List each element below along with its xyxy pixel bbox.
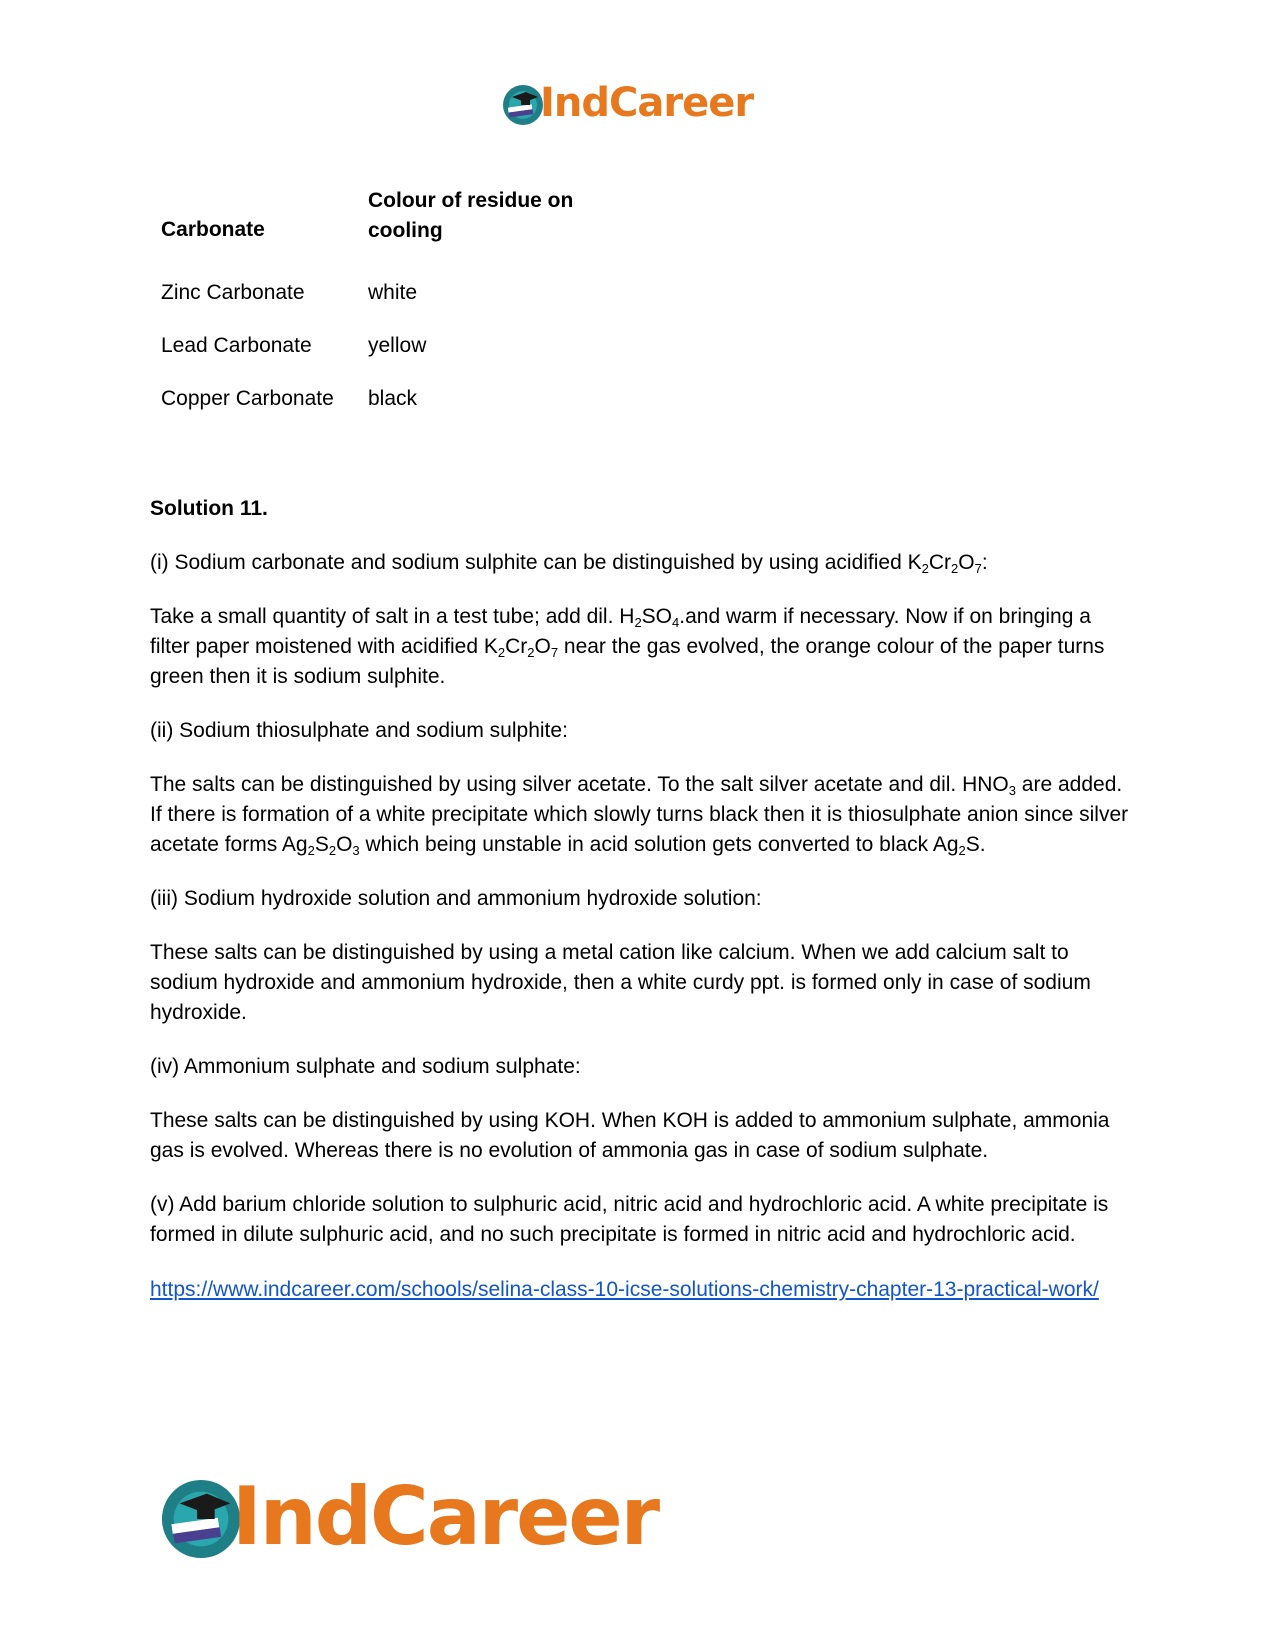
paragraph-ii: (ii) Sodium thiosulphate and sodium sulphite:: [150, 719, 568, 742]
text-run: which being unstable in acid solution gets converted to black Ag: [359, 833, 959, 856]
table-row: [150, 276, 608, 329]
paragraph-i: [150, 548, 1130, 578]
table-cell: yellow: [368, 334, 427, 357]
subscript: 2: [958, 843, 966, 858]
subscript: 3: [352, 843, 360, 858]
subscript: 7: [974, 561, 982, 576]
table-cell: Zinc Carbonate: [161, 281, 305, 304]
text-run: :: [981, 551, 988, 574]
table-cell: Lead Carbonate: [161, 334, 312, 357]
text-run: Take a small quantity of salt in a test tube; add dil. H: [150, 605, 635, 628]
subscript: 7: [550, 645, 559, 660]
text-run: are added. If there is formation of a white precipitate which slowly turns black then it is thiosulphate anion since silver acetate forms Ag: [150, 773, 1129, 856]
text-run: (i) Sodium carbonate and sodium sulphite can be distinguished by using acidified K: [150, 551, 922, 574]
carbonate-table: [150, 186, 608, 435]
table-cell: Copper Carbonate: [161, 387, 334, 410]
paragraph-iii: (iii) Sodium hydroxide solution and ammonium hydroxide solution:: [150, 887, 762, 910]
paragraph-v: (v) Add barium chloride solution to sulphuric acid, nitric acid and hydrochloric acid. A white precipitate is formed in dilute sulphuric acid, and no such precipitate is formed in nitric acid and hydrochloric acid.: [150, 1193, 1109, 1246]
header-carbonate: Carbonate: [161, 218, 265, 241]
header-logo: [500, 76, 780, 132]
subscript: 2: [307, 843, 315, 858]
subscript: 2: [951, 561, 959, 576]
subscript: 2: [328, 843, 337, 858]
paragraph-iv: (iv) Ammonium sulphate and sodium sulphate:: [150, 1055, 581, 1078]
text-run: Cr: [505, 635, 528, 658]
text-run: SO: [641, 605, 673, 628]
text-run: near the gas evolved, the orange colour of the paper turns green then it is sodium sulphite.: [150, 635, 1105, 688]
table-row: [150, 329, 608, 382]
text-run: S.: [965, 833, 986, 856]
text-run: The salts can be distinguished by using silver acetate. To the salt silver acetate and dil. HNO: [150, 773, 1009, 796]
text-run: O: [958, 551, 975, 574]
text-run: O: [336, 833, 353, 856]
graduation-cap-books-icon: [160, 1478, 242, 1560]
subscript: 2: [634, 615, 642, 630]
table-header-row: [150, 186, 608, 276]
solution-content: [150, 494, 1130, 1307]
text-run: O: [534, 635, 551, 658]
subscript: 2: [921, 561, 929, 576]
header-colour-residue: Colour of residue on cooling: [368, 189, 574, 242]
paragraph-i-detail: [150, 602, 1130, 692]
text-run: Cr: [928, 551, 952, 574]
subscript: 2: [527, 645, 535, 660]
logo-text: IndCareer: [232, 1470, 659, 1563]
table-cell: black: [368, 387, 418, 410]
source-link[interactable]: https://www.indcareer.com/schools/selina-class-10-icse-solutions-chemistry-chapter-13-practical-work/: [150, 1278, 1099, 1301]
solution-title: Solution 11.: [150, 497, 268, 520]
paragraph-iv-detail: These salts can be distinguished by using KOH. When KOH is added to ammonium sulphate, ammonia gas is evolved. Whereas there is no evolution of ammonia gas in case of sodium sulphate.: [150, 1109, 1110, 1162]
subscript: 3: [1008, 783, 1016, 798]
logo-text: IndCareer: [540, 80, 754, 126]
subscript: 2: [497, 645, 506, 660]
text-run: S: [314, 833, 329, 856]
footer-logo: [160, 1470, 720, 1570]
paragraph-ii-detail: [150, 770, 1130, 860]
paragraph-iii-detail: These salts can be distinguished by using a metal cation like calcium. When we add calcium salt to sodium hydroxide and ammonium hydroxide, then a white curdy ppt. is formed only in case of sodium hydroxide.: [150, 941, 1091, 1024]
table-row: [150, 382, 608, 435]
text-run: .and warm if necessary. Now if on bringing a filter paper moistened with acidified K: [150, 605, 1091, 658]
table-cell: white: [368, 281, 418, 304]
subscript: 4: [672, 615, 680, 630]
graduation-cap-books-icon: [502, 84, 544, 126]
